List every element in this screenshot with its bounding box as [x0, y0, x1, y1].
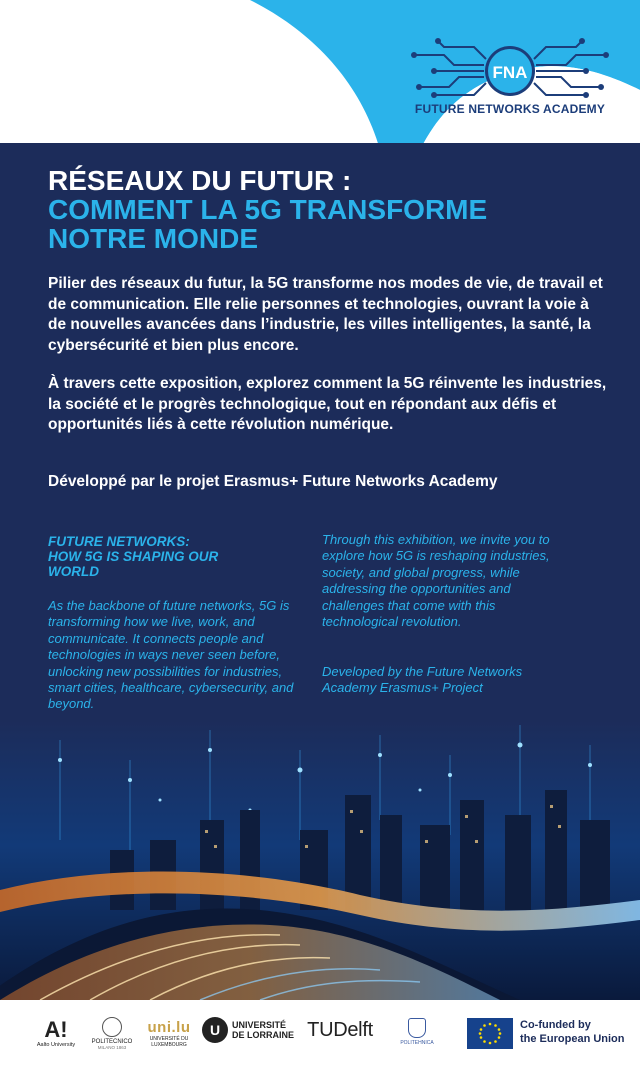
upb-name: POLITEHNICA — [400, 1040, 434, 1046]
unilu-name: UNIVERSITÉ DU LUXEMBOURG — [149, 1035, 189, 1048]
lorraine-mark-icon: U — [202, 1017, 228, 1043]
english-title-line-1: FUTURE NETWORKS: — [48, 534, 190, 549]
upb-shield-icon — [408, 1018, 426, 1038]
eu-flag-icon — [467, 1018, 513, 1049]
title-line-2: COMMENT LA 5G TRANSFORME — [48, 194, 488, 225]
english-right-credit: Developed by the Future Networks Academy Erasmus+ Project — [322, 664, 523, 696]
night-city-illustration — [0, 720, 640, 1000]
logo-initials: FNA — [492, 63, 528, 82]
english-title — [48, 534, 288, 579]
eu-line-1: Co-funded by — [520, 1019, 591, 1031]
lorraine-line-1: UNIVERSITÉ — [232, 1020, 287, 1030]
tudelft-logo — [302, 1012, 378, 1048]
polimi-name: POLITECNICO — [91, 1038, 133, 1045]
lorraine-logo — [202, 1012, 294, 1048]
polimi-sub: MILANO 1863 — [97, 1044, 127, 1050]
french-credit: Développé par le projet Erasmus+ Future Networks Academy — [48, 473, 498, 490]
english-title-line-3: WORLD — [48, 564, 99, 579]
aalto-name: Aalto University — [36, 1042, 76, 1048]
english-right-paragraph: Through this exhibition, we invite you to explore how 5G is reshaping industries, society, and global progress, while addressing the opportunities and challenges that come with this technological revolution. — [322, 532, 550, 630]
lorraine-line-2: DE LORRAINE — [232, 1030, 295, 1040]
title-line-3: NOTRE MONDE — [48, 223, 258, 254]
polimi-logo — [86, 1010, 138, 1056]
eu-cofunded-label — [520, 1019, 625, 1046]
eu-line-2: the European Union — [520, 1032, 625, 1045]
upb-logo — [384, 1012, 450, 1052]
french-exhibition-paragraph: À travers cette exposition, explorez comment la 5G réinvente les industries, la société et le progrès technologique, tout en répondant aux défis et opportunités liés à cette révolution numérique. — [48, 375, 607, 433]
aalto-mark: A! — [44, 1017, 68, 1042]
polimi-seal-icon — [102, 1017, 122, 1037]
title-line-1: RÉSEAUX DU FUTUR : — [48, 165, 352, 196]
english-title-line-2: HOW 5G IS SHAPING OUR — [48, 549, 219, 564]
logo-title: FUTURE NETWORKS ACADEMY — [414, 102, 606, 116]
tudelft-name: TUDelft — [307, 1018, 373, 1041]
aalto-logo — [34, 1010, 78, 1056]
lorraine-name — [232, 1020, 294, 1040]
unilu-mark: uni.lu — [147, 1018, 191, 1036]
page-title — [48, 166, 608, 253]
french-intro-paragraph: Pilier des réseaux du futur, la 5G transforme nos modes de vie, de travail et de communication. Elle relie personnes et technologies, ouvrant la voie à de nouvelles avancées dans l’industrie, les villes intelligentes, la santé, la cybersécurité et bien plus encore. — [48, 275, 603, 354]
english-left-paragraph: As the backbone of future networks, 5G is transforming how we live, work, and communicate. It connects people and technologies in ways never seen before, unlocking new possibilities for industries, smart cities, healthcare, cybersecurity, and beyond. — [48, 598, 294, 712]
unilu-logo — [142, 1010, 196, 1056]
